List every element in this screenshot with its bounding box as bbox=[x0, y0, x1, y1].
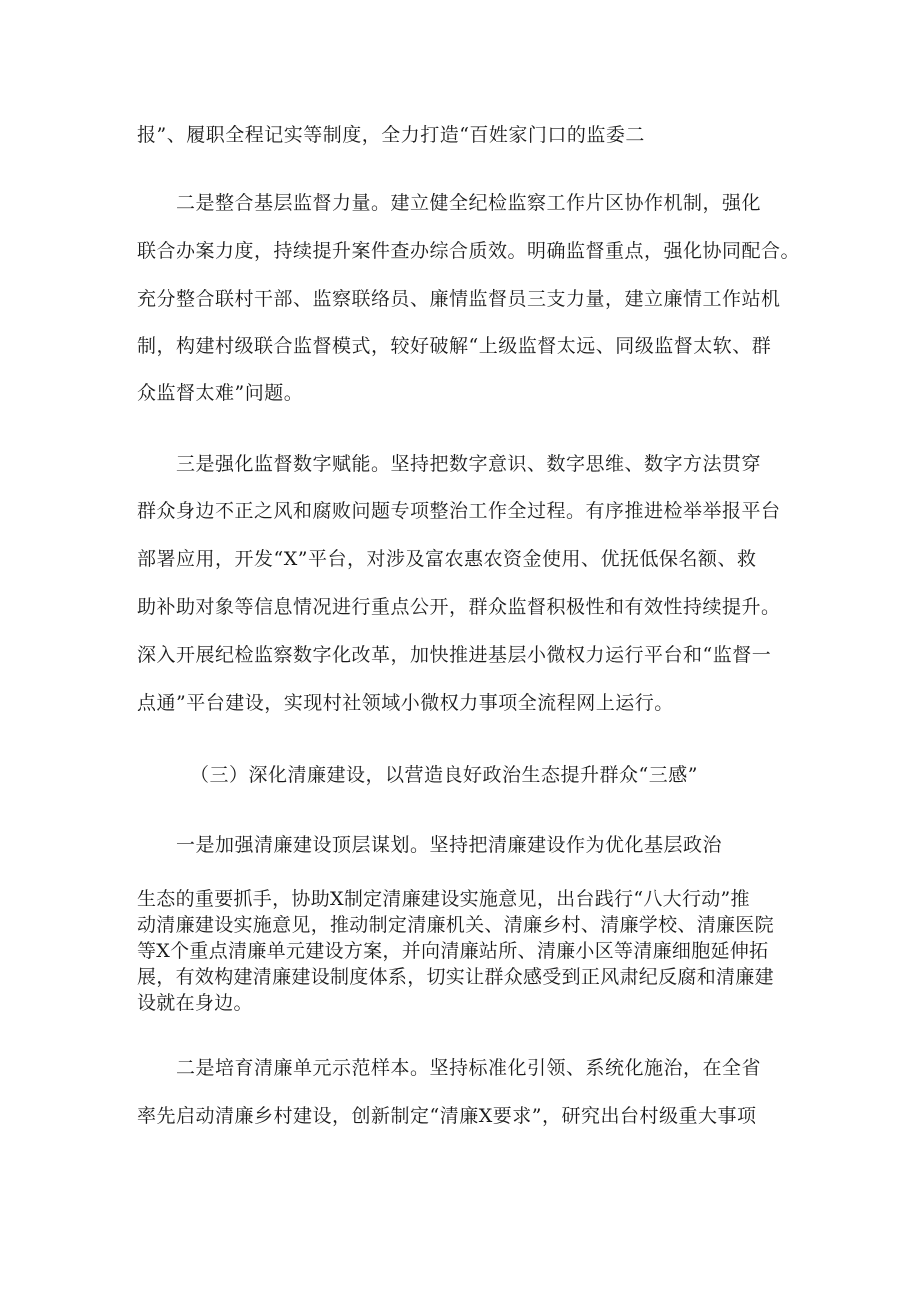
text-line: 率先启动清廉乡村建设，创新制定“清廉X要求”，研究出台村级重大事项 bbox=[137, 1105, 757, 1127]
text-line: 等X个重点清廉单元建设方案，并向清廉站所、清廉小区等清廉细胞延伸拓 bbox=[137, 940, 769, 962]
paragraph-line: 一是加强清廉建设顶层谋划。坚持把清廉建设作为优化基层政治 bbox=[176, 834, 723, 856]
text-line: 生态的重要抓手，协助X制定清廉建设实施意见，出台践行“八大行动”推 bbox=[137, 888, 750, 910]
paragraph-line: 三是强化监督数字赋能。坚持把数字意识、数字思维、数字方法贯穿 bbox=[176, 453, 762, 475]
section-heading: （三）深化清廉建设，以营造良好政治生态提升群众“三感” bbox=[190, 764, 698, 786]
text-line: 深入开展纪检监察数字化改革，加快推进基层小微权力运行平台和“监督一 bbox=[137, 644, 772, 666]
text-line: 点通”平台建设，实现村社领域小微权力事项全流程网上运行。 bbox=[137, 692, 674, 714]
text-line: 展，有效构建清廉建设制度体系，切实让群众感受到正风肃纪反腐和清廉建 bbox=[137, 966, 774, 988]
text-line: 充分整合联村干部、监察联络员、廉情监督员三支力量，建立廉情工作站机 bbox=[137, 288, 781, 310]
text-line: 助补助对象等信息情况进行重点公开，群众监督积极性和有效性持续提升。 bbox=[137, 596, 781, 618]
text-line: 群众身边不正之风和腐败问题专项整治工作全过程。有序推进检举举报平台 bbox=[137, 500, 781, 522]
paragraph-line: 二是整合基层监督力量。建立健全纪检监察工作片区协作机制，强化 bbox=[176, 192, 762, 214]
text-line: 报”、履职全程记实等制度，全力打造“百姓家门口的监委二 bbox=[137, 124, 645, 146]
text-line: 制，构建村级联合监督模式，较好破解“上级监督太远、同级监督太软、群 bbox=[137, 335, 772, 357]
text-line: 设就在身边。 bbox=[137, 992, 253, 1014]
paragraph-line: 二是培育清廉单元示范样本。坚持标准化引领、系统化施治，在全省 bbox=[176, 1057, 762, 1079]
text-line: 动清廉建设实施意见，推动制定清廉机关、清廉乡村、清廉学校、清廉医院 bbox=[137, 914, 774, 936]
text-line: 众监督太难”问题。 bbox=[137, 382, 304, 404]
text-line: 部署应用，开发“X”平台，对涉及富农惠农资金使用、优抚低保名额、救 bbox=[137, 548, 757, 570]
text-line: 联合办案力度，持续提升案件查办综合质效。明确监督重点，强化协同配合。 bbox=[137, 240, 801, 262]
